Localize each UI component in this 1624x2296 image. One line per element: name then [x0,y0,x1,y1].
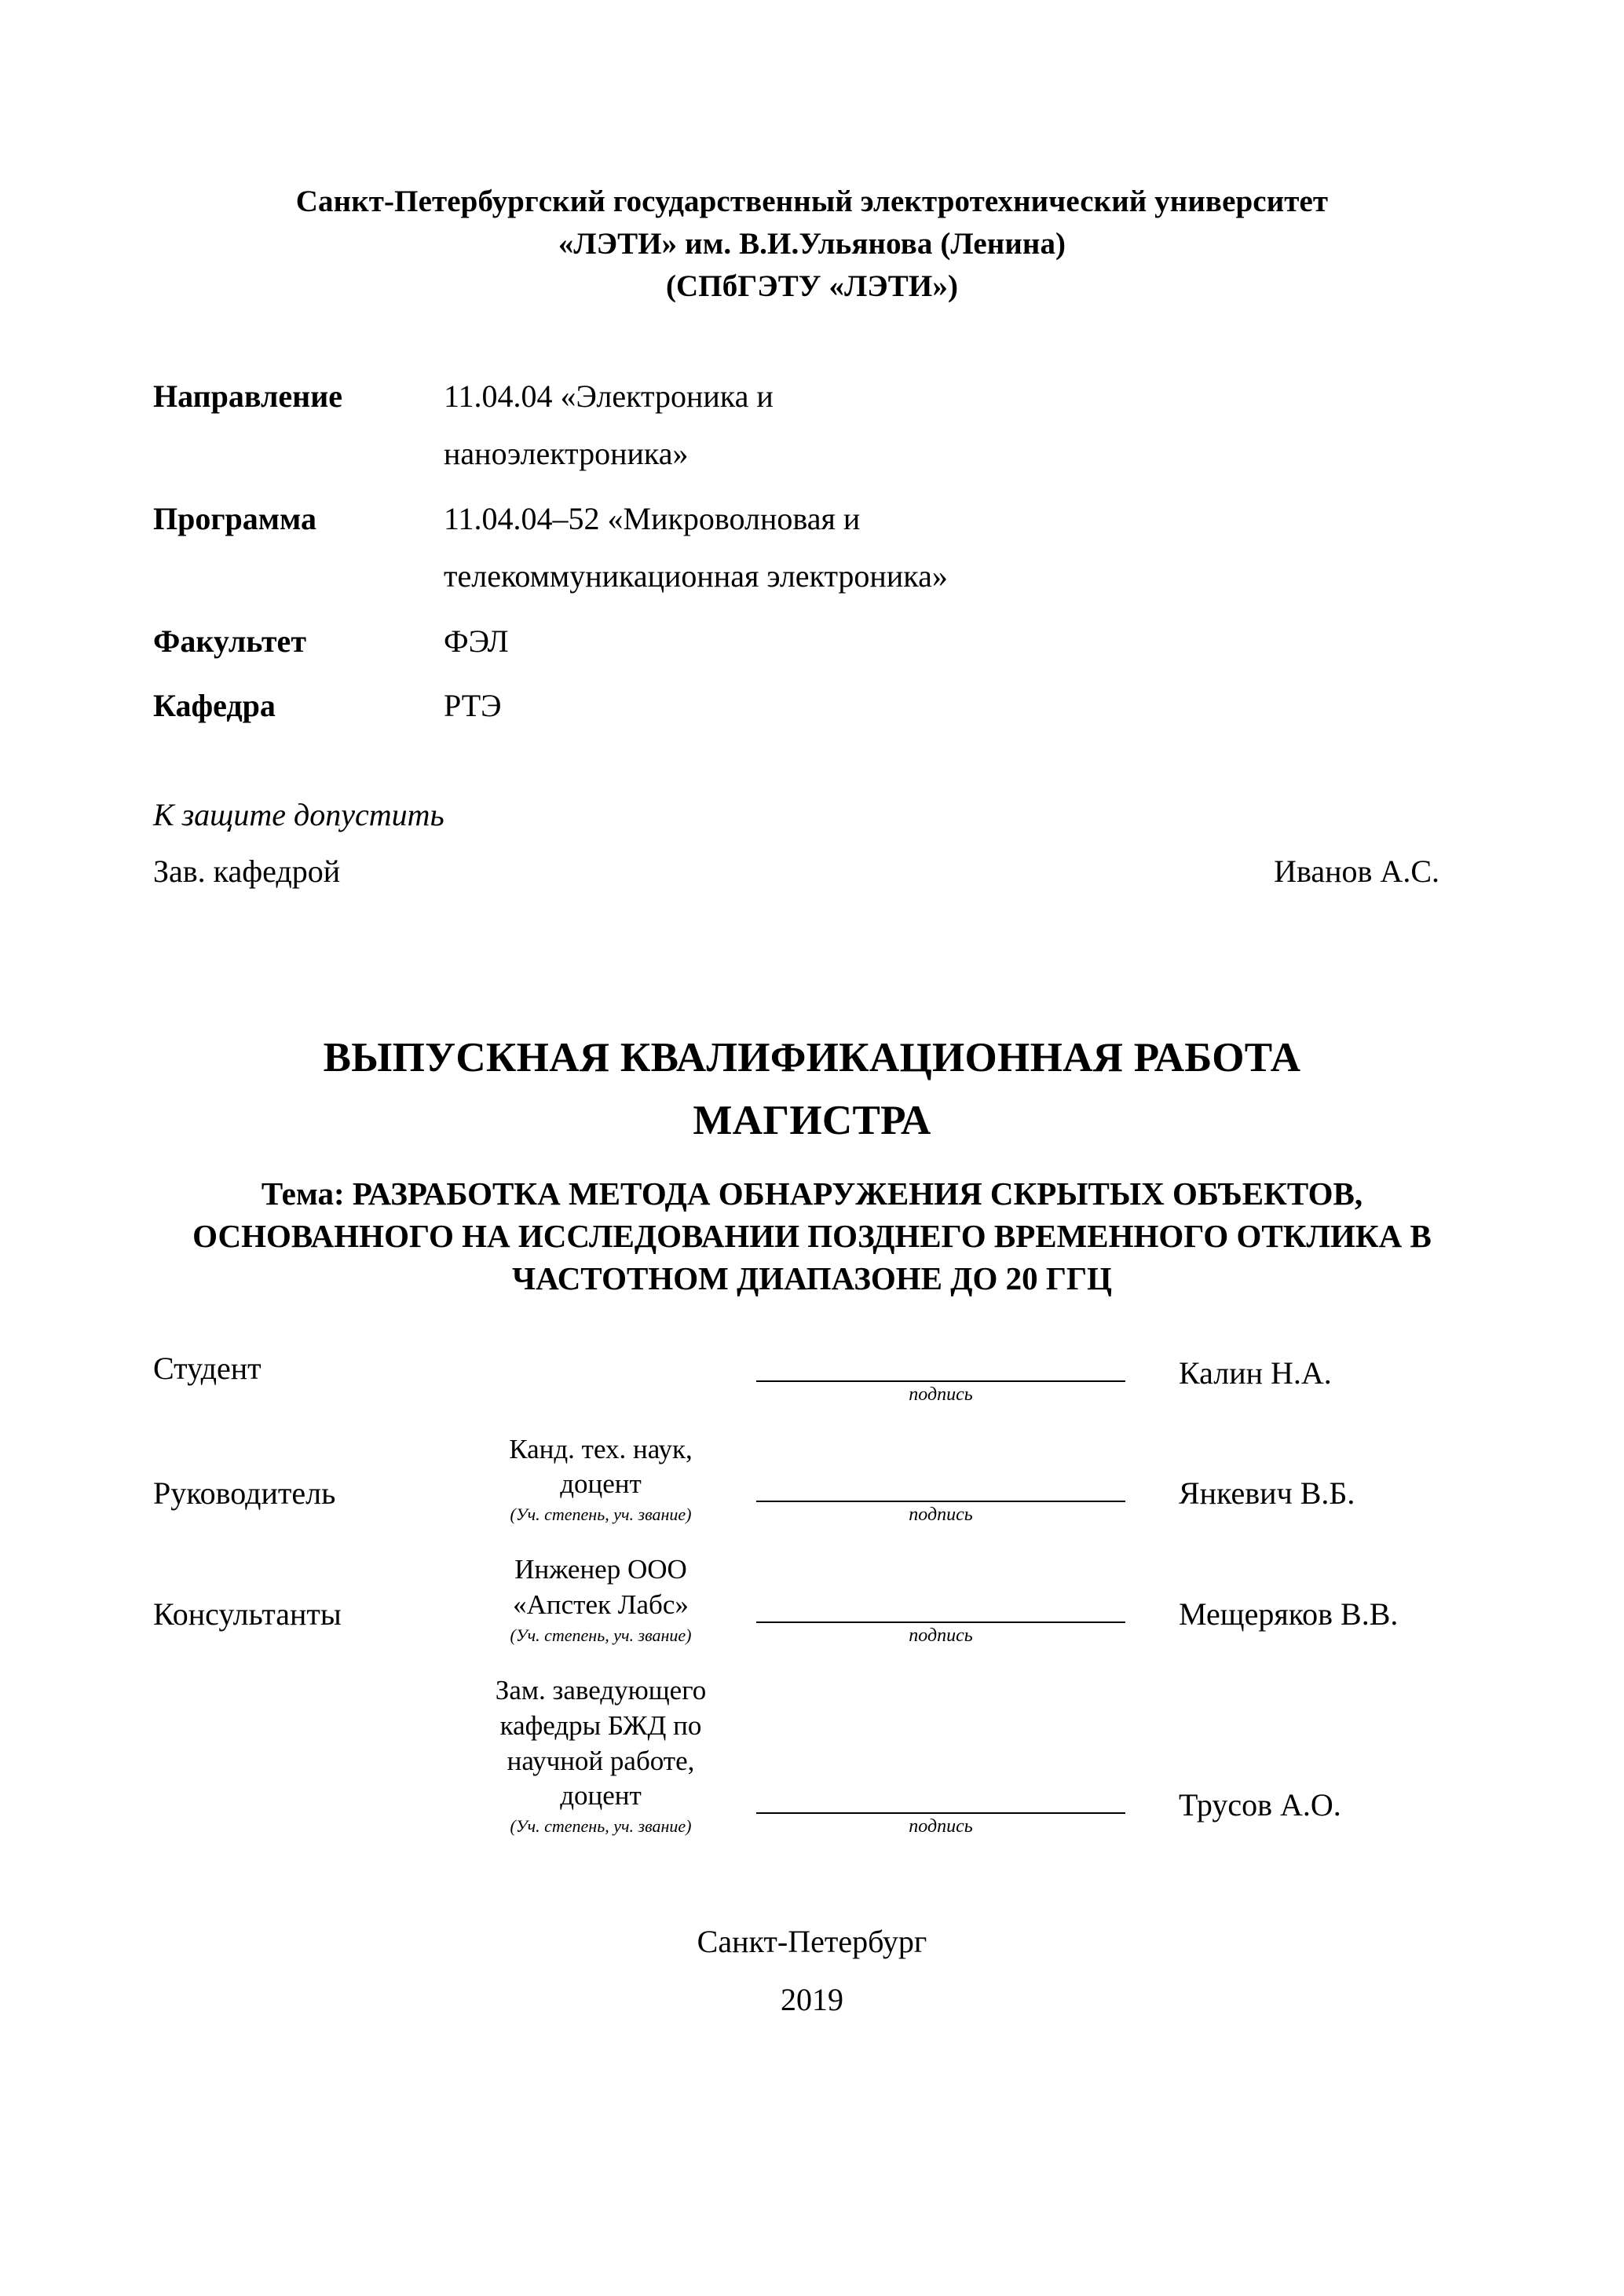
signature-degree-consultant-2 [467,1673,734,1837]
signature-name-consultant-1: Мещеряков В.В. [1179,1596,1399,1632]
meta-row-department [153,678,1471,735]
meta-label-direction: Направление [153,378,342,415]
meta-row-program [153,491,1471,605]
meta-value-program-line-1: 11.04.04–52 «Микроволновая и [444,501,861,537]
signature-degree-supervisor [467,1432,734,1526]
meta-value-program-line-2: телекоммуникационная электроника» [444,558,948,594]
admission-role: Зав. кафедрой [153,854,341,890]
signature-row-consultant-2 [153,1673,1471,1837]
signature-line-supervisor[interactable] [756,1464,1125,1502]
meta-value-department: РТЭ [444,688,502,724]
university-name-line-2: «ЛЭТИ» им. В.И.Ульянова (Ленина) [558,226,1066,261]
signature-row-spacer-1 [153,1406,1471,1432]
signature-degree-consultant-1 [467,1552,734,1647]
work-title-line-2: МАГИСТРА [693,1097,931,1143]
signature-name-student: Калин Н.А. [1179,1355,1332,1391]
signature-row-student [153,1344,1471,1406]
signature-caption-consultant-1: подпись [909,1625,973,1647]
footer-year: 2019 [781,1982,843,2018]
program-meta-block [153,368,1471,735]
signature-role-consultant-2 [153,1673,467,1837]
signature-row-spacer-2 [153,1526,1471,1552]
page-footer [153,1913,1471,2029]
signature-degree-text-consultant-1: Инженер ООО «Апстек Лабс» [513,1554,689,1621]
signature-line-student[interactable] [756,1344,1125,1382]
signature-line-consultant-2[interactable] [756,1776,1125,1814]
signature-caption-student: подпись [909,1384,973,1405]
signature-role-student: Студент [153,1350,262,1386]
signature-field-consultant-1[interactable] [734,1552,1147,1647]
signature-field-student[interactable] [734,1344,1147,1406]
signature-degree-hint-supervisor: (Уч. степень, уч. звание) [510,1504,692,1525]
meta-value-program [444,491,1471,605]
work-theme: Тема: РАЗРАБОТКА МЕТОДА ОБНАРУЖЕНИЯ СКРЫТЫХ ОБЪЕКТОВ, ОСНОВАННОГО НА ИССЛЕДОВАНИИ ПОЗДНЕГО ВРЕМЕННОГО ОТКЛИКА В ЧАСТОТНОМ ДИАПАЗОНЕ ДО 20 ГГЦ [192,1175,1432,1297]
admission-block [153,790,1471,890]
signature-caption-supervisor: подпись [909,1504,973,1526]
signatures-table [153,1344,1471,1838]
admission-name: Иванов А.С. [1274,854,1439,890]
meta-label-department: Кафедра [153,688,276,724]
signature-role-consultants: Консультанты [153,1596,342,1632]
signature-field-consultant-2[interactable] [734,1673,1147,1837]
meta-value-direction-line-2: наноэлектроника» [444,436,689,472]
signature-name-consultant-2: Трусов А.О. [1179,1787,1341,1823]
university-abbreviation: (СПбГЭТУ «ЛЭТИ») [665,269,959,303]
signature-degree-hint-consultant-1: (Уч. степень, уч. звание) [510,1625,692,1645]
university-name-line-1: Санкт-Петербургский государственный электротехнический университет [295,185,1329,218]
signature-degree-text-supervisor: Канд. тех. наук, доцент [509,1433,693,1500]
meta-value-faculty: ФЭЛ [444,623,509,659]
footer-city: Санкт-Петербург [697,1924,927,1960]
signature-degree-text-consultant-2: Зам. заведующего кафедры БЖД по научной работе, доцент [495,1675,707,1812]
signature-degree-hint-consultant-2: (Уч. степень, уч. звание) [510,1816,692,1837]
meta-row-faculty [153,613,1471,671]
meta-label-program: Программа [153,501,316,537]
signature-role-supervisor: Руководитель [153,1475,336,1512]
signature-degree-student [467,1344,734,1406]
signature-caption-consultant-2: подпись [909,1816,973,1837]
meta-value-direction-line-1: 11.04.04 «Электроника и [444,378,774,415]
work-title [153,1027,1471,1152]
admission-note: К защите допустить [153,797,444,833]
university-header [153,181,1471,307]
signature-row-spacer-3 [153,1647,1471,1673]
signature-name-supervisor: Янкевич В.Б. [1179,1475,1355,1512]
meta-value-direction [444,368,1471,483]
signature-line-consultant-1[interactable] [756,1585,1125,1623]
signature-row-supervisor [153,1432,1471,1526]
work-title-line-1: ВЫПУСКНАЯ КВАЛИФИКАЦИОННАЯ РАБОТА [323,1035,1301,1081]
meta-row-direction [153,368,1471,483]
signature-row-consultant-1 [153,1552,1471,1647]
admission-signature-row [153,853,1471,890]
signature-field-supervisor[interactable] [734,1432,1147,1526]
meta-label-faculty: Факультет [153,623,306,659]
